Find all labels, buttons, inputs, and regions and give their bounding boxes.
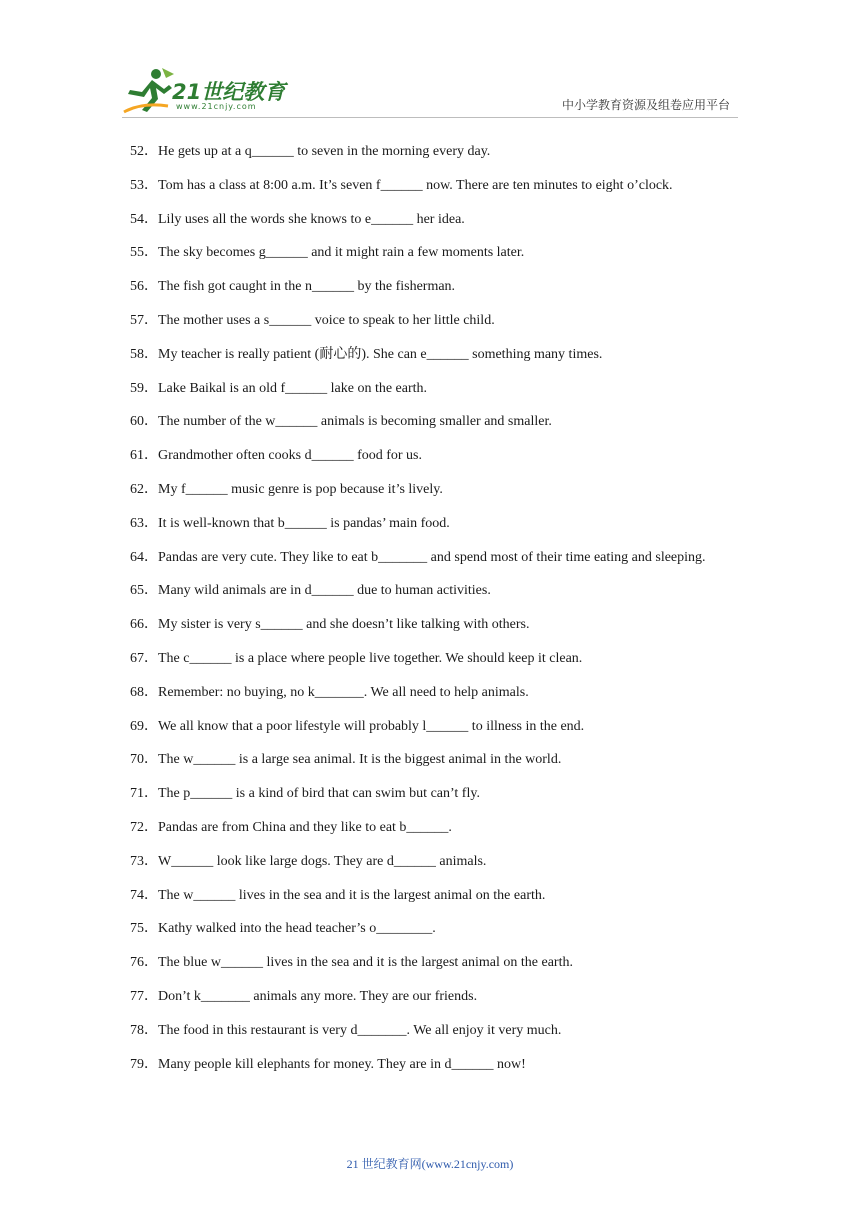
question-number: 55．	[130, 245, 158, 261]
question-item	[130, 879, 730, 913]
question-number: 78．	[130, 1022, 158, 1038]
question-item	[130, 1014, 730, 1048]
question-number: 58．	[130, 346, 158, 362]
question-text: Lily uses all the words she knows to e______ her idea.	[158, 211, 465, 227]
question-number: 68．	[130, 684, 158, 700]
question-number: 53．	[130, 177, 158, 193]
question-item	[130, 541, 730, 575]
question-item	[130, 203, 730, 237]
question-item	[130, 743, 730, 777]
question-item	[130, 980, 730, 1014]
question-number: 65．	[130, 583, 158, 599]
question-text: The sky becomes g______ and it might rain a few moments later.	[158, 245, 525, 261]
question-item	[130, 1048, 730, 1082]
question-number: 57．	[130, 312, 158, 328]
question-number: 77．	[130, 988, 158, 1004]
question-item	[130, 608, 730, 642]
header-divider	[122, 117, 738, 118]
question-text: Lake Baikal is an old f______ lake on the earth.	[158, 380, 428, 396]
question-text: Tom has a class at 8:00 a.m. It’s seven f______ now. There are ten minutes to eight o’clock.	[158, 177, 673, 193]
logo-url: www.21cnjy.com	[176, 102, 257, 111]
question-number: 69．	[130, 718, 158, 734]
question-number: 60．	[130, 414, 158, 430]
question-number: 72．	[130, 819, 158, 835]
page-footer: 21 世纪教育网(www.21cnjy.com)	[346, 1157, 514, 1171]
question-text: The w______ is a large sea animal. It is the biggest animal in the world.	[158, 752, 562, 768]
question-text: W______ look like large dogs. They are d______ animals.	[158, 853, 487, 869]
question-text: Grandmother often cooks d______ food for us.	[158, 448, 423, 464]
question-text: Many people kill elephants for money. They are in d______ now!	[158, 1056, 526, 1072]
site-logo	[122, 66, 292, 118]
question-text: My f______ music genre is pop because it’s lively.	[158, 481, 443, 497]
question-number: 54．	[130, 211, 158, 227]
question-number: 61．	[130, 448, 158, 464]
question-number: 74．	[130, 887, 158, 903]
question-text: The number of the w______ animals is becoming smaller and smaller.	[158, 414, 552, 430]
question-text: Pandas are from China and they like to eat b______.	[158, 819, 452, 835]
question-number: 62．	[130, 481, 158, 497]
question-number: 59．	[130, 380, 158, 396]
question-item	[130, 710, 730, 744]
question-item	[130, 405, 730, 439]
question-text: The w______ lives in the sea and it is the largest animal on the earth.	[158, 887, 546, 903]
question-number: 76．	[130, 955, 158, 971]
question-text: He gets up at a q______ to seven in the morning every day.	[158, 144, 491, 159]
question-item	[130, 777, 730, 811]
question-text: The p______ is a kind of bird that can swim but can’t fly.	[158, 786, 480, 802]
question-item	[130, 372, 730, 406]
question-number: 63．	[130, 515, 158, 531]
question-number: 52．	[130, 144, 158, 159]
question-item	[130, 439, 730, 473]
question-text: Kathy walked into the head teacher’s o________.	[158, 921, 436, 937]
question-item	[130, 642, 730, 676]
question-item	[130, 574, 730, 608]
question-item	[130, 507, 730, 541]
question-item	[130, 946, 730, 980]
question-text: The c______ is a place where people live together. We should keep it clean.	[158, 650, 583, 666]
question-text: It is well-known that b______ is pandas’ main food.	[158, 515, 450, 531]
question-item	[130, 236, 730, 270]
question-text: My sister is very s______ and she doesn’t like talking with others.	[158, 617, 530, 633]
runner-logo-icon	[122, 66, 178, 118]
question-item	[130, 473, 730, 507]
question-text: Many wild animals are in d______ due to human activities.	[158, 583, 491, 599]
question-item	[130, 270, 730, 304]
question-number: 75．	[130, 921, 158, 937]
question-text: The fish got caught in the n______ by the fisherman.	[158, 279, 456, 295]
question-number: 79．	[130, 1056, 158, 1072]
question-text: The blue w______ lives in the sea and it is the largest animal on the earth.	[158, 955, 573, 971]
question-number: 64．	[130, 549, 158, 565]
question-text: The food in this restaurant is very d_______. We all enjoy it very much.	[158, 1022, 562, 1038]
question-text: The mother uses a s______ voice to speak to her little child.	[158, 312, 495, 328]
question-item	[130, 811, 730, 845]
question-number: 66．	[130, 617, 158, 633]
question-item	[130, 304, 730, 338]
question-list	[130, 135, 730, 1081]
logo-text: 21世纪教育	[172, 80, 286, 104]
question-item	[130, 338, 730, 372]
question-text: My teacher is really patient (耐心的). She can e______ something many times.	[158, 346, 603, 362]
question-item	[130, 676, 730, 710]
question-item	[130, 135, 730, 169]
question-text: Don’t k_______ animals any more. They are our friends.	[158, 988, 478, 1004]
question-text: We all know that a poor lifestyle will probably l______ to illness in the end.	[158, 718, 585, 734]
question-number: 67．	[130, 650, 158, 666]
page-header	[0, 0, 860, 122]
question-number: 71．	[130, 786, 158, 802]
question-number: 70．	[130, 752, 158, 768]
question-text: Pandas are very cute. They like to eat b_______ and spend most of their time eating and sleeping.	[158, 549, 706, 565]
question-text: Remember: no buying, no k_______. We all need to help animals.	[158, 684, 529, 700]
question-number: 56．	[130, 279, 158, 295]
question-item	[130, 169, 730, 203]
question-item	[130, 845, 730, 879]
header-slogan: 中小学教育资源及组卷应用平台	[561, 98, 730, 112]
question-item	[130, 912, 730, 946]
question-number: 73．	[130, 853, 158, 869]
